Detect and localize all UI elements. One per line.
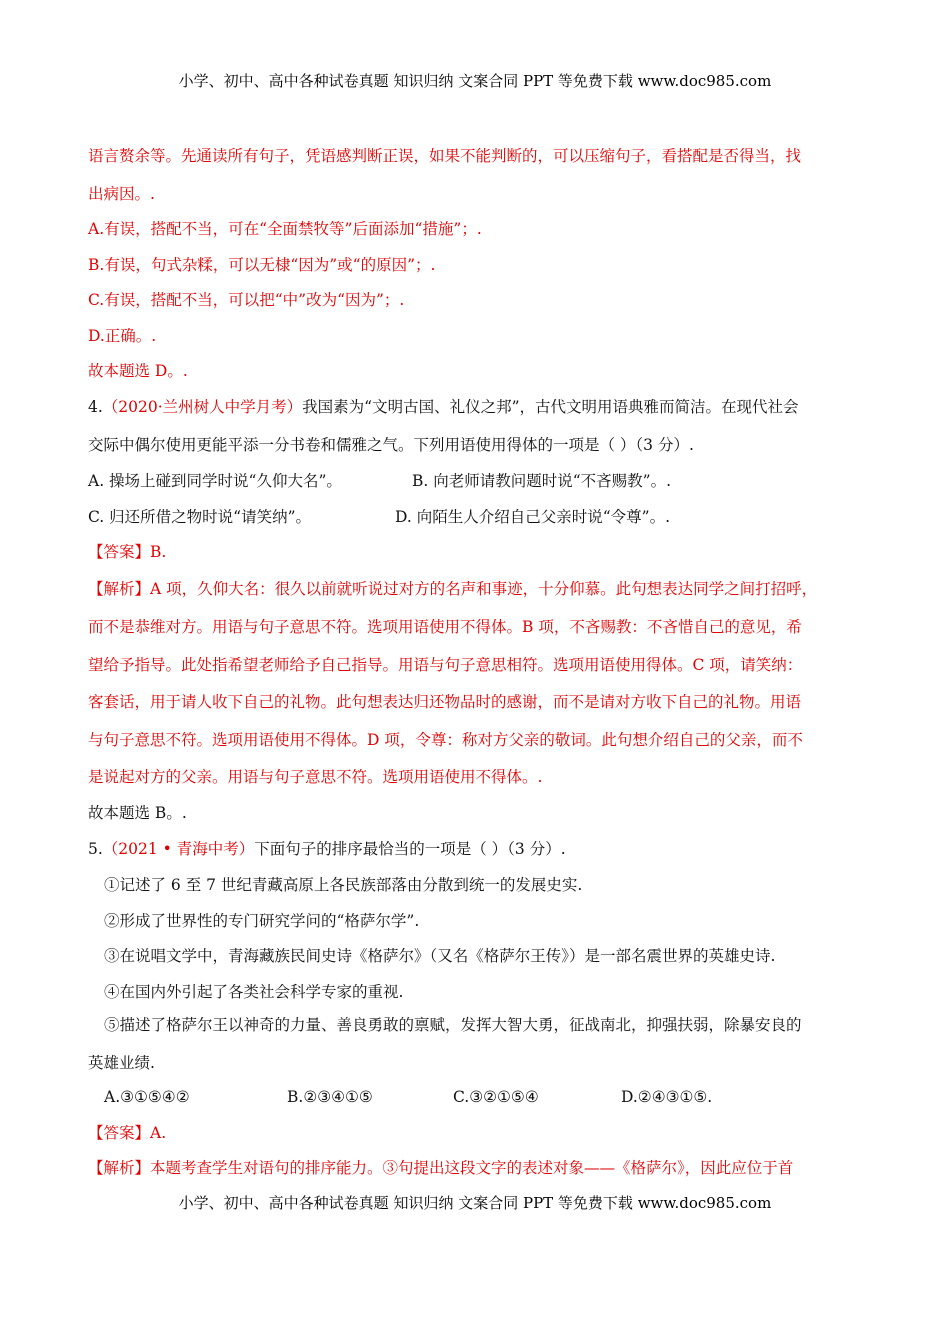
q4-analysis-text-1: A 项，久仰大名：很久以前就听说过对方的名声和事迹，十分仰慕。此句想表达同学之间打招呼，: [150, 580, 818, 598]
q4-stem-text: 我国素为“文明古国、礼仪之邦”，古代文明用语典雅而简洁。在现代社会: [302, 398, 799, 416]
q4-option-b: B. 向老师请教问题时说“不吝赐教”。.: [412, 472, 672, 490]
q5-sentence-2: ②形成了世界性的专门研究学问的“格萨尔学”.: [104, 912, 420, 930]
q4-source: （2020·兰州树人中学月考）: [102, 398, 303, 416]
q4-option-d: D. 向陌生人介绍自己父亲时说“令尊”。.: [395, 508, 671, 526]
q4-analysis-line-3: 望给予指导。此处指希望老师给予自己指导。用语与句子意思相符。选项用语使用得体。C 项，请笑纳：: [88, 656, 803, 674]
q3-analysis-b: B.有误，句式杂糅，可以无棣“因为”或“的原因”；.: [88, 256, 436, 274]
q5-sentence-1: ①记述了 6 至 7 世纪青藏高原上各民族部落由分散到统一的发展史实.: [104, 876, 583, 894]
q5-answer: [88, 1123, 166, 1143]
q4-option-c: C. 归还所借之物时说“请笑纳”。: [88, 508, 312, 526]
q3-analysis-d: D.正确。.: [88, 327, 157, 345]
q4-analysis-line-4: 客套话，用于请人收下自己的礼物。此句想表达归还物品时的感谢，而不是请对方收下自己的礼物。用语: [88, 693, 802, 711]
q5-stem: [88, 839, 566, 859]
q5-sentence-3: ③在说唱文学中，青海藏族民间史诗《格萨尔》（又名《格萨尔王传》）是一部名震世界的英雄史诗.: [104, 947, 776, 965]
q5-option-a: A.③①⑤④②: [104, 1088, 190, 1106]
q3-conclusion: 故本题选 D。.: [88, 362, 188, 380]
q5-answer-value: A.: [150, 1124, 167, 1142]
q5-answer-label: 【答案】: [88, 1124, 151, 1142]
q5-option-b: B.②③④①⑤: [287, 1088, 373, 1106]
q3-analysis-line-1: 语言赘余等。先通读所有句子，凭语感判断正误，如果不能判断的，可以压缩句子，看搭配是否得当，找: [88, 147, 802, 165]
q4-analysis-line-5: 与句子意思不符。选项用语使用不得体。D 项，令尊：称对方父亲的敬词。此句想介绍自己的父亲，而不: [88, 731, 803, 749]
q5-number: 5.: [88, 840, 103, 858]
q4-number: 4.: [88, 398, 103, 416]
q5-option-d: D.②④③①⑤.: [621, 1088, 713, 1106]
q4-answer-label: 【答案】: [88, 543, 151, 561]
q5-source: （2021 • 青海中考）: [102, 840, 255, 858]
q5-option-c: C.③②①⑤④: [453, 1088, 539, 1106]
q3-analysis-a: A.有误，搭配不当，可在“全面禁牧等”后面添加“措施”；.: [88, 220, 482, 238]
q4-stem-line-1: [88, 397, 799, 417]
q4-analysis-label: 【解析】: [88, 580, 151, 598]
q5-sentence-4: ④在国内外引起了各类社会科学专家的重视.: [104, 983, 404, 1001]
q4-stem-line-2: 交际中偶尔使用更能平添一分书卷和儒雅之气。下列用语使用得体的一项是（ ）（3 分）.: [88, 436, 694, 454]
q5-analysis-label: 【解析】: [88, 1159, 151, 1177]
q5-sentence-5-line-1: ⑤描述了格萨尔王以神奇的力量、善良勇敢的禀赋，发挥大智大勇，征战南北，抑强扶弱，除暴安良的: [104, 1016, 802, 1034]
q3-analysis-c: C.有误，搭配不当，可以把“中”改为“因为”；.: [88, 291, 405, 309]
page-header: 小学、初中、高中各种试卷真题 知识归纳 文案合同 PPT 等免费下载 www.doc985.com: [178, 72, 772, 90]
q3-analysis-line-2: 出病因。.: [88, 185, 155, 203]
q4-answer: [88, 542, 166, 562]
q5-analysis-text-1: 本题考查学生对语句的排序能力。③句提出这段文字的表述对象——《格萨尔》，因此应位于首: [150, 1159, 794, 1177]
page-footer: 小学、初中、高中各种试卷真题 知识归纳 文案合同 PPT 等免费下载 www.doc985.com: [178, 1194, 772, 1212]
q4-analysis-line-1: [88, 579, 817, 599]
q4-answer-value: B.: [150, 543, 167, 561]
q4-conclusion: 故本题选 B。.: [88, 804, 187, 822]
q5-sentence-5-line-2: 英雄业绩.: [88, 1054, 155, 1072]
q5-stem-text: 下面句子的排序最恰当的一项是（ ）（3 分）.: [254, 840, 566, 858]
q5-analysis-line-1: [88, 1158, 793, 1178]
q4-analysis-line-2: 而不是恭维对方。用语与句子意思不符。选项用语使用不得体。B 项，不吝赐教：不吝惜自己的意见，希: [88, 618, 802, 636]
q4-option-a: A. 操场上碰到同学时说“久仰大名”。: [88, 472, 342, 490]
q4-analysis-line-6: 是说起对方的父亲。用语与句子意思不符。选项用语使用不得体。.: [88, 768, 543, 786]
